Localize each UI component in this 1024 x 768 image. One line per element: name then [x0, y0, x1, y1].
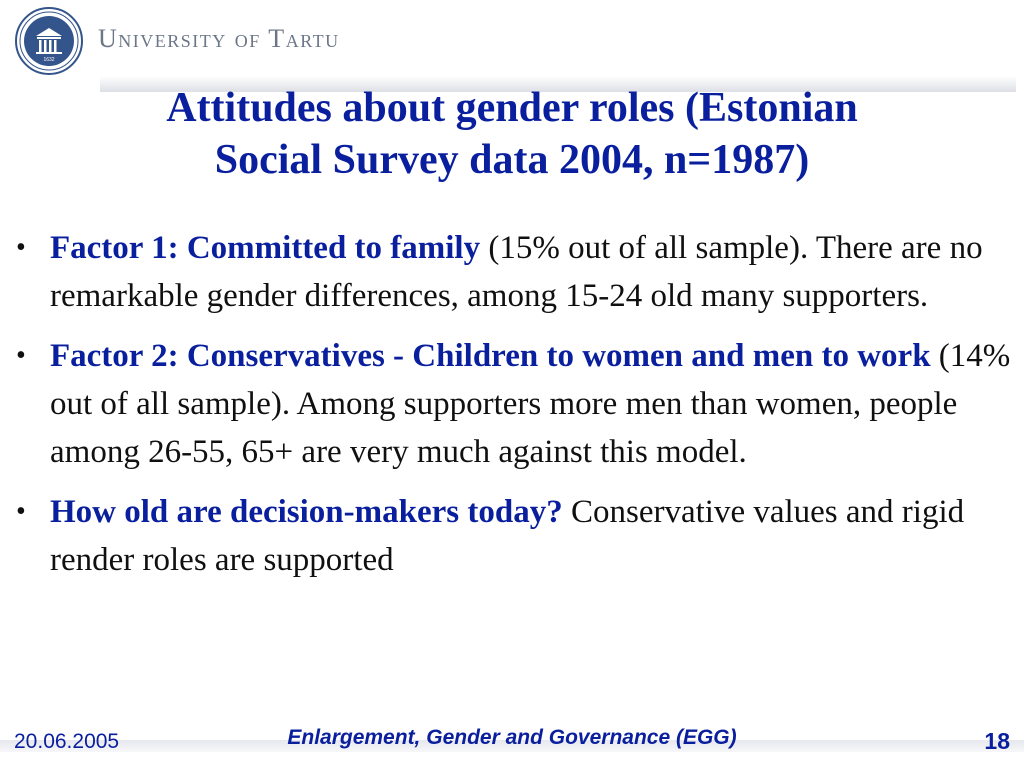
bullet-icon: •	[16, 340, 26, 371]
bullet-item-factor-2	[14, 332, 1014, 476]
slide-title-line-2: Social Survey data 2004, n=1987)	[214, 137, 810, 183]
bullet-text: (15% out of all sample). There are no remarkable gender differences, among 15-24 old many supporters.	[50, 230, 983, 314]
bullet-heading: Factor 2: Conservatives - Children to women and men to work	[50, 338, 931, 374]
bullet-icon: •	[16, 496, 26, 527]
slide-title	[40, 82, 984, 186]
footer-date: 20.06.2005	[14, 730, 120, 753]
bullet-text: Conservative values and rigid render roles are supported	[50, 494, 965, 578]
bullet-heading: Factor 1: Committed to family	[50, 230, 481, 266]
bullet-item-factor-1	[14, 224, 1014, 320]
page-number: 18	[984, 728, 1010, 754]
bullet-text: (14% out of all sample). Among supporters more men than women, people among 26-55, 65+ are very much against this model.	[50, 338, 1011, 470]
bullet-list	[14, 224, 1014, 596]
university-seal-logo	[14, 6, 84, 76]
logo-year: 1632	[43, 57, 55, 63]
bullet-icon: •	[16, 232, 26, 263]
bullet-item-decision-makers	[14, 488, 1014, 584]
slide-title-line-1: Attitudes about gender roles (Estonian	[166, 85, 858, 131]
university-name: University of Tartu	[98, 24, 340, 53]
bullet-heading: How old are decision-makers today?	[50, 494, 563, 530]
footer-title: Enlargement, Gender and Governance (EGG)	[287, 726, 737, 749]
